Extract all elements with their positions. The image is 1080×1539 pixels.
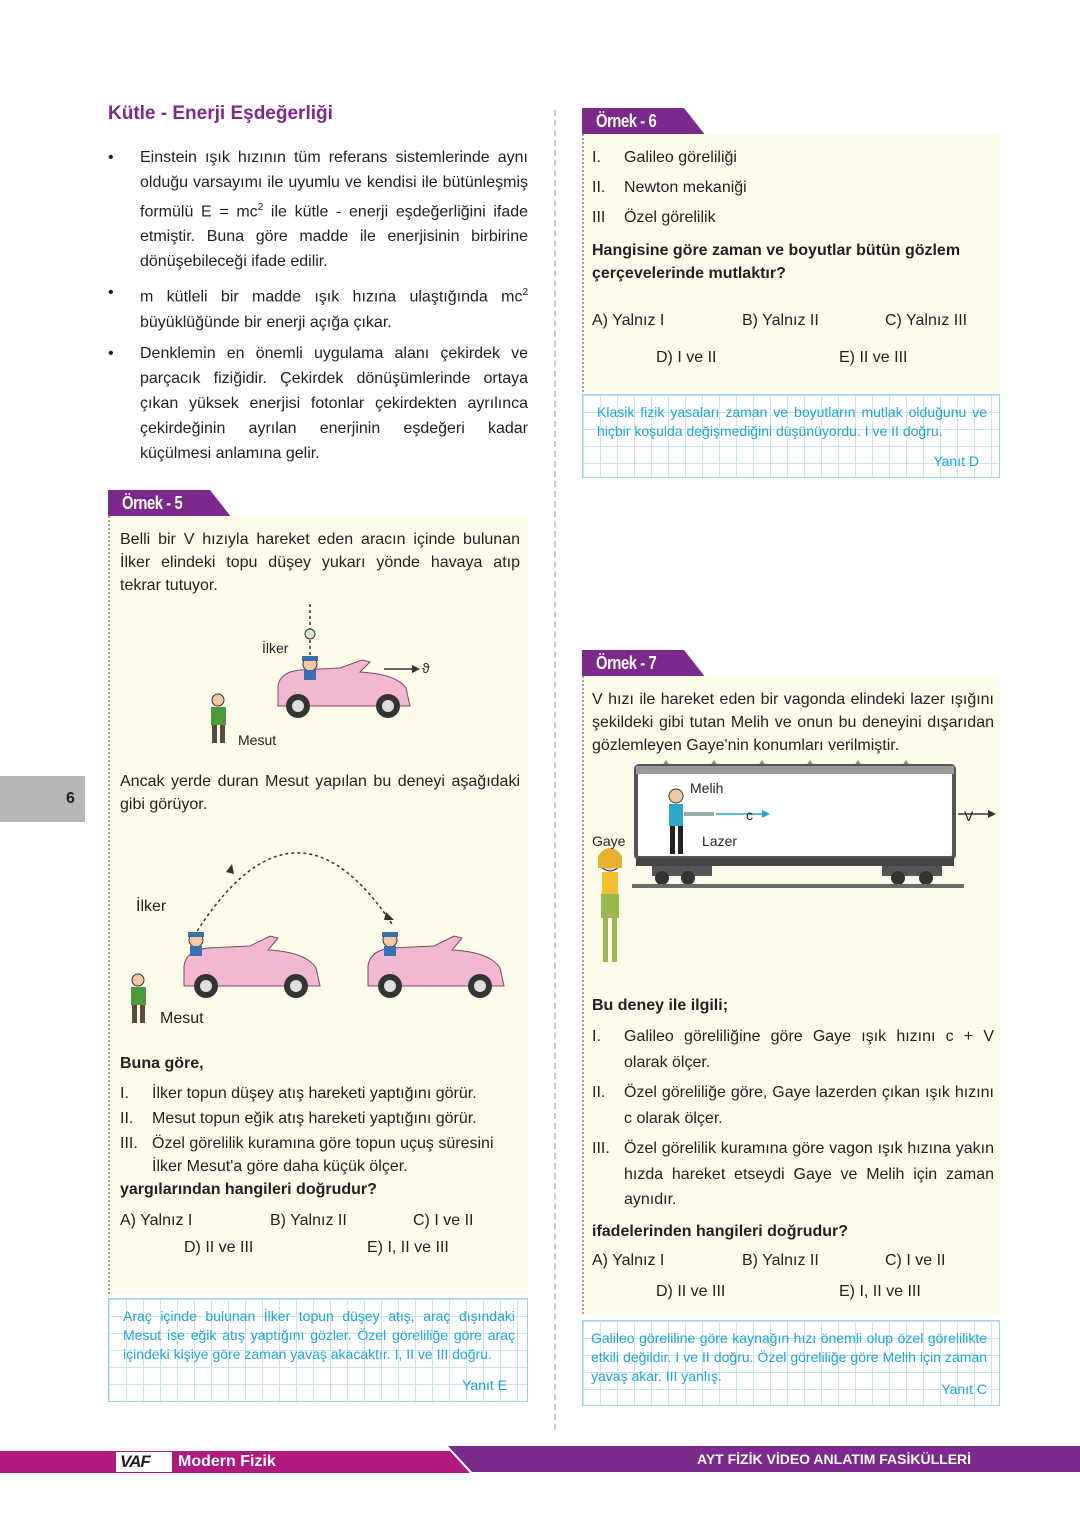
ornek5-question: yargılarından hangileri doğrudur? xyxy=(120,1181,377,1198)
ornek6-tab: Örnek - 6 xyxy=(582,108,706,136)
melih-label: Melih xyxy=(690,780,724,796)
ornek7-tab: Örnek - 7 xyxy=(582,650,706,678)
footer-series: AYT FİZİK VİDEO ANLATIM FASİKÜLLERİ xyxy=(697,1451,972,1467)
ornek7-answer: Yanıt C xyxy=(941,1381,987,1397)
ornek6-items xyxy=(592,146,992,229)
fig2-ilker-label: İlker xyxy=(136,898,167,915)
ornek5-options xyxy=(120,1212,520,1272)
option-d[interactable]: D) II ve III xyxy=(656,1283,726,1300)
option-c[interactable]: C) Yalnız III xyxy=(885,312,968,329)
gaye-label: Gaye xyxy=(592,833,626,849)
option-d[interactable]: D) I ve II xyxy=(656,349,717,366)
parabola-figure xyxy=(124,816,524,1036)
ornek5-lead: Buna göre, xyxy=(120,1055,204,1072)
ornek5-statements xyxy=(120,1082,522,1178)
option-e[interactable]: E) I, II ve III xyxy=(839,1283,921,1300)
bullet-item-3: • Denklemin en önemli uygulama alanı çekirdek ve parçacık fiziğidir. Çekirdek dönüşümlerinde ortaya çıkan yüksek enerjisi fotonlar çekirdekten ayrılınca çekirdeğinin ayrılan enerjinin eşdeğeri kadar küçülmesi anlamına gelir. xyxy=(108,341,528,466)
ornek7-intro: V hızı ile hareket eden bir vagonda elindeki lazer ışığını şekildeki gibi tutan Melih ve onun bu deneyini dışarıdan gözlemleyen Gaye'nin konumları verilmiştir. xyxy=(592,691,994,754)
bullet-item-1: • Einstein ışık hızının tüm referans sistemlerinde aynı olduğu varsayımı ile uyumlu ve kendisi ile bütünleşmiş formülü $E = mc^2$ ile kütle - enerji eşdeğerliğini ifade etmiştir. Buna göre madde ile enerjisinin birbirine dönüşebileceği ifade edilir. xyxy=(108,145,528,274)
option-a[interactable]: A) Yalnız I xyxy=(592,312,665,329)
statement-3: III. Özel görelilik kuramına göre topun uçuş süresini İlker Mesut'a göre daha küçük ölçer. xyxy=(120,1135,494,1175)
fig1-ilker-label: İlker xyxy=(262,640,289,656)
vaf-logo: VAF xyxy=(116,1452,172,1472)
fig1-velocity-label: ϑ xyxy=(422,660,430,676)
ornek5-solution: Araç içinde bulunan İlker topun düşey atış, araç dışındaki Mesut ise eğik atış yaptığını gözler. Özel göreliliğe göre araç içindeki kişiye göre zaman yavaş akacaktır. I, II ve III doğru. xyxy=(123,1308,515,1362)
option-e[interactable]: E) II ve III xyxy=(839,349,908,366)
bullet-list xyxy=(108,145,528,472)
ornek5-middle: Ancak yerde duran Mesut yapılan bu deneyi aşağıdaki gibi görüyor. xyxy=(120,773,520,813)
option-b[interactable]: B) Yalnız II xyxy=(742,312,819,329)
option-b[interactable]: B) Yalnız II xyxy=(270,1212,347,1229)
ornek6-options xyxy=(592,312,992,372)
ornek6-solution-box xyxy=(582,394,1000,478)
option-c[interactable]: C) I ve II xyxy=(885,1252,946,1269)
option-a[interactable]: A) Yalnız I xyxy=(120,1212,193,1229)
ornek5-tab: Örnek - 5 xyxy=(108,490,232,518)
statement-2: II. Mesut topun eğik atış hareketi yaptığını görür. xyxy=(120,1110,477,1127)
fig1-mesut-label: Mesut xyxy=(238,732,277,748)
bullet-dot: • xyxy=(108,344,114,362)
bullet-dot: • xyxy=(108,149,114,166)
ornek7-statements xyxy=(592,1024,994,1213)
option-b[interactable]: B) Yalnız II xyxy=(742,1252,819,1269)
option-e[interactable]: E) I, II ve III xyxy=(367,1239,449,1256)
ornek7-question: ifadelerinden hangileri doğrudur? xyxy=(592,1223,849,1240)
v-label: V xyxy=(964,808,974,824)
ornek6-box xyxy=(582,134,1000,392)
page-number: 6 xyxy=(66,790,75,807)
lazer-label: Lazer xyxy=(702,833,738,849)
ornek7-solution: Galileo göreliline göre kaynağın hızı önemli olup özel görelilikte etkili değildir. I ve II doğru. Özel göreliliğe göre Melih için zaman yavaş akar. III yanlış. xyxy=(591,1330,987,1384)
ornek5-answer: Yanıt E xyxy=(462,1377,507,1393)
footer-brand: Modern Fizik xyxy=(178,1453,276,1470)
item-3: III Özel görelilik xyxy=(592,209,716,226)
column-divider xyxy=(554,110,556,1430)
item-2: II. Newton mekaniği xyxy=(592,179,747,196)
ornek5-box xyxy=(108,516,528,1294)
option-a[interactable]: A) Yalnız I xyxy=(592,1252,665,1269)
ornek6-question: Hangisine göre zaman ve boyutlar bütün gözlem çerçevelerinde mutlaktır? xyxy=(592,242,961,282)
ornek6-answer: Yanıt D xyxy=(933,453,979,469)
bullet-dot: • xyxy=(108,284,114,302)
option-d[interactable]: D) II ve III xyxy=(184,1239,254,1256)
statement-2: II. Özel göreliliğe göre, Gaye lazerden çıkan ışık hızını c olarak ölçer. xyxy=(592,1084,994,1127)
item-1: I. Galileo göreliliği xyxy=(592,149,737,166)
ornek5-intro: Belli bir V hızıyla hareket eden aracın içinde bulunan İlker elindeki topu düşey yukarı yönde havaya atıp tekrar tutuyor. xyxy=(120,531,520,594)
statement-1: I. Galileo göreliliğine göre Gaye ışık hızını c + V olarak ölçer. xyxy=(592,1028,994,1071)
statement-1: I. İlker topun düşey atış hareketi yaptığını görür. xyxy=(120,1085,477,1102)
bullet-item-2: • m kütleli bir madde ışık hızına ulaştığında $mc^2$ büyüklüğünde bir enerji açığa çıkar. xyxy=(108,280,528,334)
fig2-mesut-label: Mesut xyxy=(160,1010,204,1027)
section-title: Kütle - Enerji Eşdeğerliği xyxy=(108,103,333,124)
car-throw-figure xyxy=(200,602,440,752)
ornek6-solution: Klasik fizik yasaları zaman ve boyutların mutlak olduğunu ve hiçbir koşulda değişmediğini düşünüyordu. I ve II doğru. xyxy=(597,404,987,439)
ornek7-lead: Bu deney ile ilgili; xyxy=(592,997,729,1014)
ornek7-options xyxy=(592,1252,992,1308)
ornek5-solution-box xyxy=(108,1298,528,1402)
wagon-figure xyxy=(592,760,996,980)
option-c[interactable]: C) I ve II xyxy=(413,1212,474,1229)
statement-3: III. Özel görelilik kuramına göre vagon ışık hızına yakın hızda hareket etseydi Gaye ve Melih için zaman aynıdır. xyxy=(592,1140,994,1208)
ornek7-solution-box xyxy=(582,1320,1000,1406)
c-label: c xyxy=(746,807,753,823)
ornek7-box xyxy=(582,676,1000,1314)
